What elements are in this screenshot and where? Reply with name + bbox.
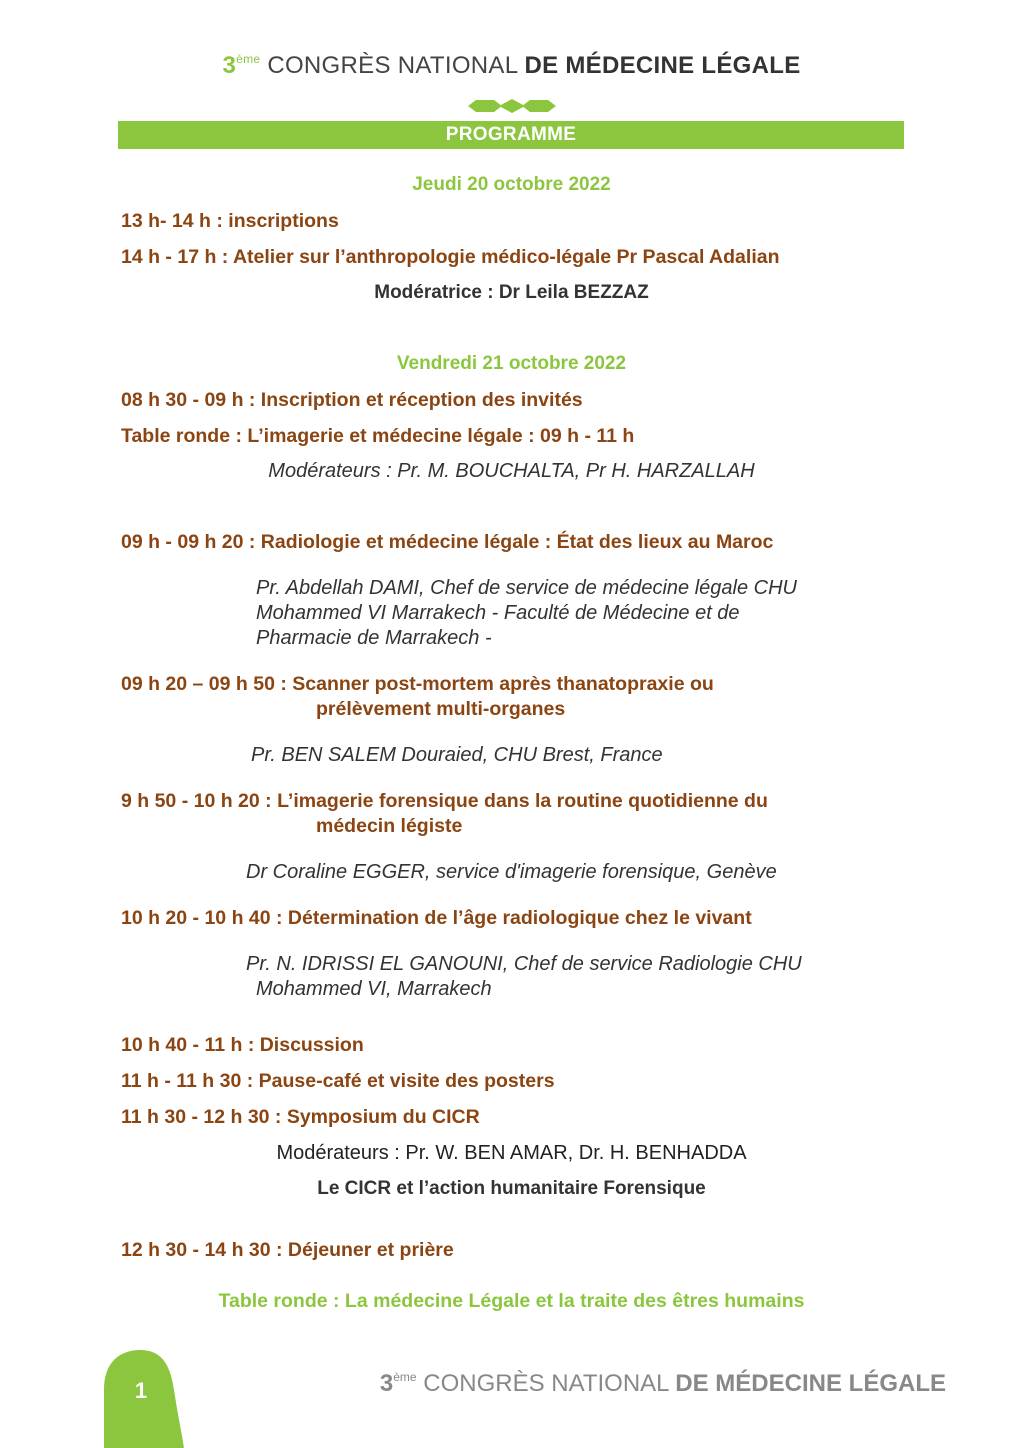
talk2-title-line2: prélèvement multi-organes	[316, 698, 566, 720]
talk3-title-line2: médecin légiste	[316, 815, 463, 837]
talk2-speaker: Pr. BEN SALEM Douraied, CHU Brest, France	[251, 744, 663, 766]
round-table-trafficking: Table ronde : La médecine Légale et la traite des êtres humains	[218, 1290, 805, 1312]
footer-edition-number: 3ème	[379, 1370, 417, 1397]
discussion: 10 h 40 - 11 h : Discussion	[121, 1034, 364, 1056]
day1-registration: 13 h- 14 h : inscriptions	[121, 210, 339, 232]
round-table-moderators: Modérateurs : Pr. M. BOUCHALTA, Pr H. HARZALLAH	[268, 460, 755, 482]
talk3-title-line1: 9 h 50 - 10 h 20 : L’imagerie forensique dans la routine quotidienne du	[121, 790, 768, 812]
footer-discipline-label: DE MÉDECINE LÉGALE	[675, 1370, 946, 1397]
lunch: 12 h 30 - 14 h 30 : Déjeuner et prière	[121, 1239, 454, 1261]
symposium-moderators: Modérateurs : Pr. W. BEN AMAR, Dr. H. BENHADDA	[276, 1142, 747, 1164]
header-title	[0, 52, 1023, 80]
symposium-cicr: 11 h 30 - 12 h 30 : Symposium du CICR	[121, 1106, 480, 1128]
day1-workshop: 14 h - 17 h : Atelier sur l’anthropologie médico-légale Pr Pascal Adalian	[121, 246, 780, 268]
talk1-speaker-line1: Pr. Abdellah DAMI, Chef de service de médecine légale CHU	[256, 577, 797, 599]
talk1-title: 09 h - 09 h 20 : Radiologie et médecine légale : État des lieux au Maroc	[121, 531, 774, 553]
header-congress-label: CONGRÈS NATIONAL	[267, 52, 518, 79]
day1-moderator: Modératrice : Dr Leila BEZZAZ	[374, 282, 649, 303]
diamond-ornament-icon	[468, 99, 556, 113]
talk3-speaker: Dr Coraline EGGER, service d'imagerie forensique, Genève	[246, 861, 777, 883]
day1-title: Jeudi 20 octobre 2022	[412, 174, 611, 195]
header-edition-number: 3ème	[222, 52, 261, 79]
talk4-speaker-line2: Mohammed VI, Marrakech	[256, 978, 492, 1000]
talk1-speaker-line3: Pharmacie de Marrakech -	[256, 627, 492, 649]
header-discipline-label: DE MÉDECINE LÉGALE	[524, 52, 801, 79]
talk1-speaker-line2: Mohammed VI Marrakech - Faculté de Médecine et de	[256, 602, 740, 624]
talk4-speaker-line1: Pr. N. IDRISSI EL GANOUNI, Chef de service Radiologie CHU	[246, 953, 802, 975]
programme-banner: PROGRAMME	[118, 121, 904, 149]
talk2-title-line1: 09 h 20 – 09 h 50 : Scanner post-mortem après thanatopraxie ou	[121, 673, 714, 695]
coffee-break: 11 h - 11 h 30 : Pause-café et visite des posters	[121, 1070, 555, 1092]
symposium-topic: Le CICR et l’action humanitaire Forensique	[317, 1178, 706, 1199]
footer-congress-label: CONGRÈS NATIONAL	[423, 1370, 669, 1397]
day2-title: Vendredi 21 octobre 2022	[396, 353, 627, 374]
day2-registration: 08 h 30 - 09 h : Inscription et réception des invités	[121, 389, 583, 411]
page-number: 1	[134, 1378, 148, 1403]
round-table-imaging: Table ronde : L’imagerie et médecine légale : 09 h - 11 h	[121, 425, 635, 447]
footer-title	[380, 1370, 946, 1398]
talk4-title: 10 h 20 - 10 h 40 : Détermination de l’âge radiologique chez le vivant	[121, 907, 752, 929]
